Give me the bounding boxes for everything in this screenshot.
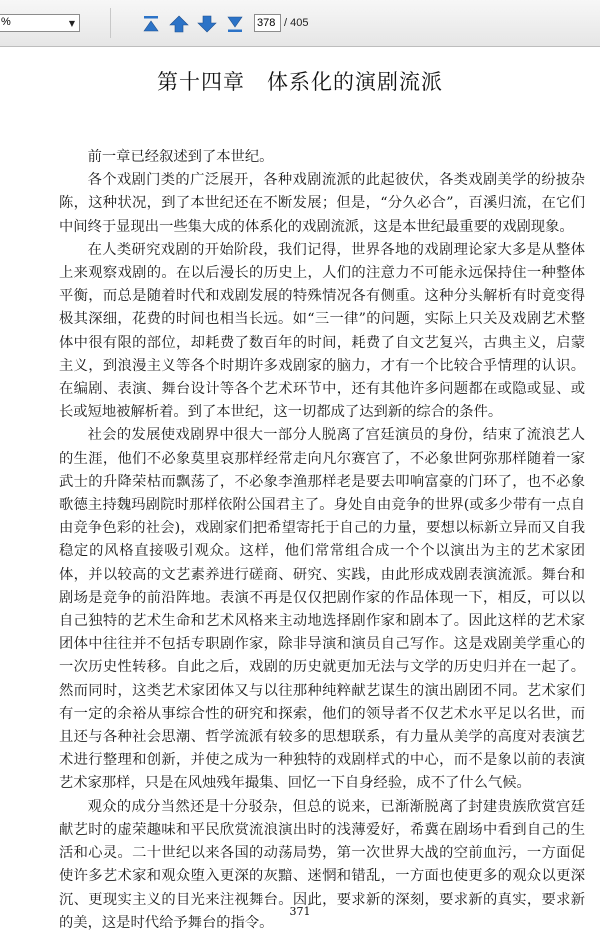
previous-page-icon [168,13,190,35]
dropdown-arrow-icon[interactable]: ▼ [68,18,76,28]
first-page-icon [140,13,162,35]
previous-page-button[interactable] [168,13,190,35]
zoom-value: % [1,16,11,28]
zoom-combobox[interactable] [0,14,80,32]
viewer-toolbar [0,0,600,47]
paragraph: 社会的发展使戏剧界中很大一部分人脱离了宫廷演员的身份，结束了流浪艺人的生涯，他们不必象莫里哀那样经常走向凡尔赛宫了，不必象世阿弥那样随着一家武士的升降荣枯而飘荡了，不必象李渔那样老是要去叩响富豪的门环了，也不必象歌德主持魏玛剧院时那样依附公国君主了。身处自由竞争的世界(或多少带有一点自由竞争色彩的社会)，戏剧家们把希望寄托于自己的力量，要想以标新立异而又自我稳定的风格直接吸引观众。这样，他们常常组合成一个个以演出为主的艺术家团体，并以较高的文艺素养进行磋商、研究、实践，由此形成戏剧表演流派。舞台和剧场是竞争的前沿阵地。表演不再是仅仅把剧作家的作品体现一下，相反，可以以自己独特的艺术生命和艺术风格来主动地选择剧作家和剧本了。因此这样的艺术家团体中往往并不包括专职剧作家，除非导演和演员自己写作。这是戏剧美学重心的一次历史性转移。自此之后，戏剧的历史就更加无法与文学的历史归并在一起了。然而同时，这类艺术家团体又与以往那种纯粹献艺谋生的演出剧团不同。艺术家们有一定的余裕从事综合性的研究和探索，他们的领导者不仅艺术水平足以名世，而且还与各种社会思潮、哲学流派有较多的思想联系，有力量从美学的高度对表演艺术进行整理和创新，并使之成为一种独特的戏剧样式的中心，而不是象以前的表演艺术家那样，只是在风烛残年撮集、回忆一下自身经验，成不了什么气候。 [59,427,585,792]
first-page-button[interactable] [140,13,162,35]
toolbar-divider [110,8,111,38]
total-pages-label: / 405 [284,17,309,29]
last-page-button[interactable] [224,13,246,35]
next-page-button[interactable] [196,13,218,35]
chapter-title: 第十四章 体系化的演剧流派 [157,70,443,94]
body-text [59,146,585,935]
page-footer-number: 371 [289,905,311,918]
paragraph: 在人类研究戏剧的开始阶段，我们记得，世界各地的戏剧理论家大多是从整体上来观察戏剧的。在以后漫长的历史上，人们的注意力不可能永远保持住一种整体平衡，而总是随着时代和戏剧发展的特殊情况各有侧重。这种分头解析有时竟变得极其深细，花费的时间也相当长远。如“三一律”的问题，实际上只关及戏剧艺术整体中很有限的部位，却耗费了数百年的时间，耗费了自文艺复兴，古典主义，启蒙主义，到浪漫主义等各个时期许多戏剧家的脑力，才有一个比较合乎情理的认识。在编剧、表演、舞台设计等各个艺术环节中，还有其他许多问题都在或隐或显、或长或短地被解析着。到了本世纪，这一切都成了达到新的综合的条件。 [59,241,585,421]
page-number-input[interactable] [254,14,281,32]
last-page-icon [224,13,246,35]
paragraph: 各个戏剧门类的广泛展开，各种戏剧流派的此起彼伏，各类戏剧美学的纷披杂陈，这种状况，到了本世纪还在不断发展；但是，“分久必合”，百溪归流，在它们中间终于显现出一些集大成的体系化的戏剧流派，这是本世纪最重要的戏剧现象。 [59,172,585,235]
paragraph: 前一章已经叙述到了本世纪。 [87,149,274,165]
next-page-icon [196,13,218,35]
paragraph: 观众的成分当然还是十分驳杂，但总的说来，已渐渐脱离了封建贵族欣赏宫廷献艺时的虚荣趣味和平民欣赏流浪演出时的浅薄爱好，希冀在剧场中看到自己的生活和心灵。二十世纪以来各国的动荡局势，第一次世界大战的空前血污，一方面促使许多艺术家和观众堕入更深的灰黯、迷惘和错乱，一方面也使更多的观众以更深沉、更现实主义的目光来注视舞台。因此，要求新的深刻，要求新的真实，要求新的美，这是时代给予舞台的指令。 [59,798,585,931]
